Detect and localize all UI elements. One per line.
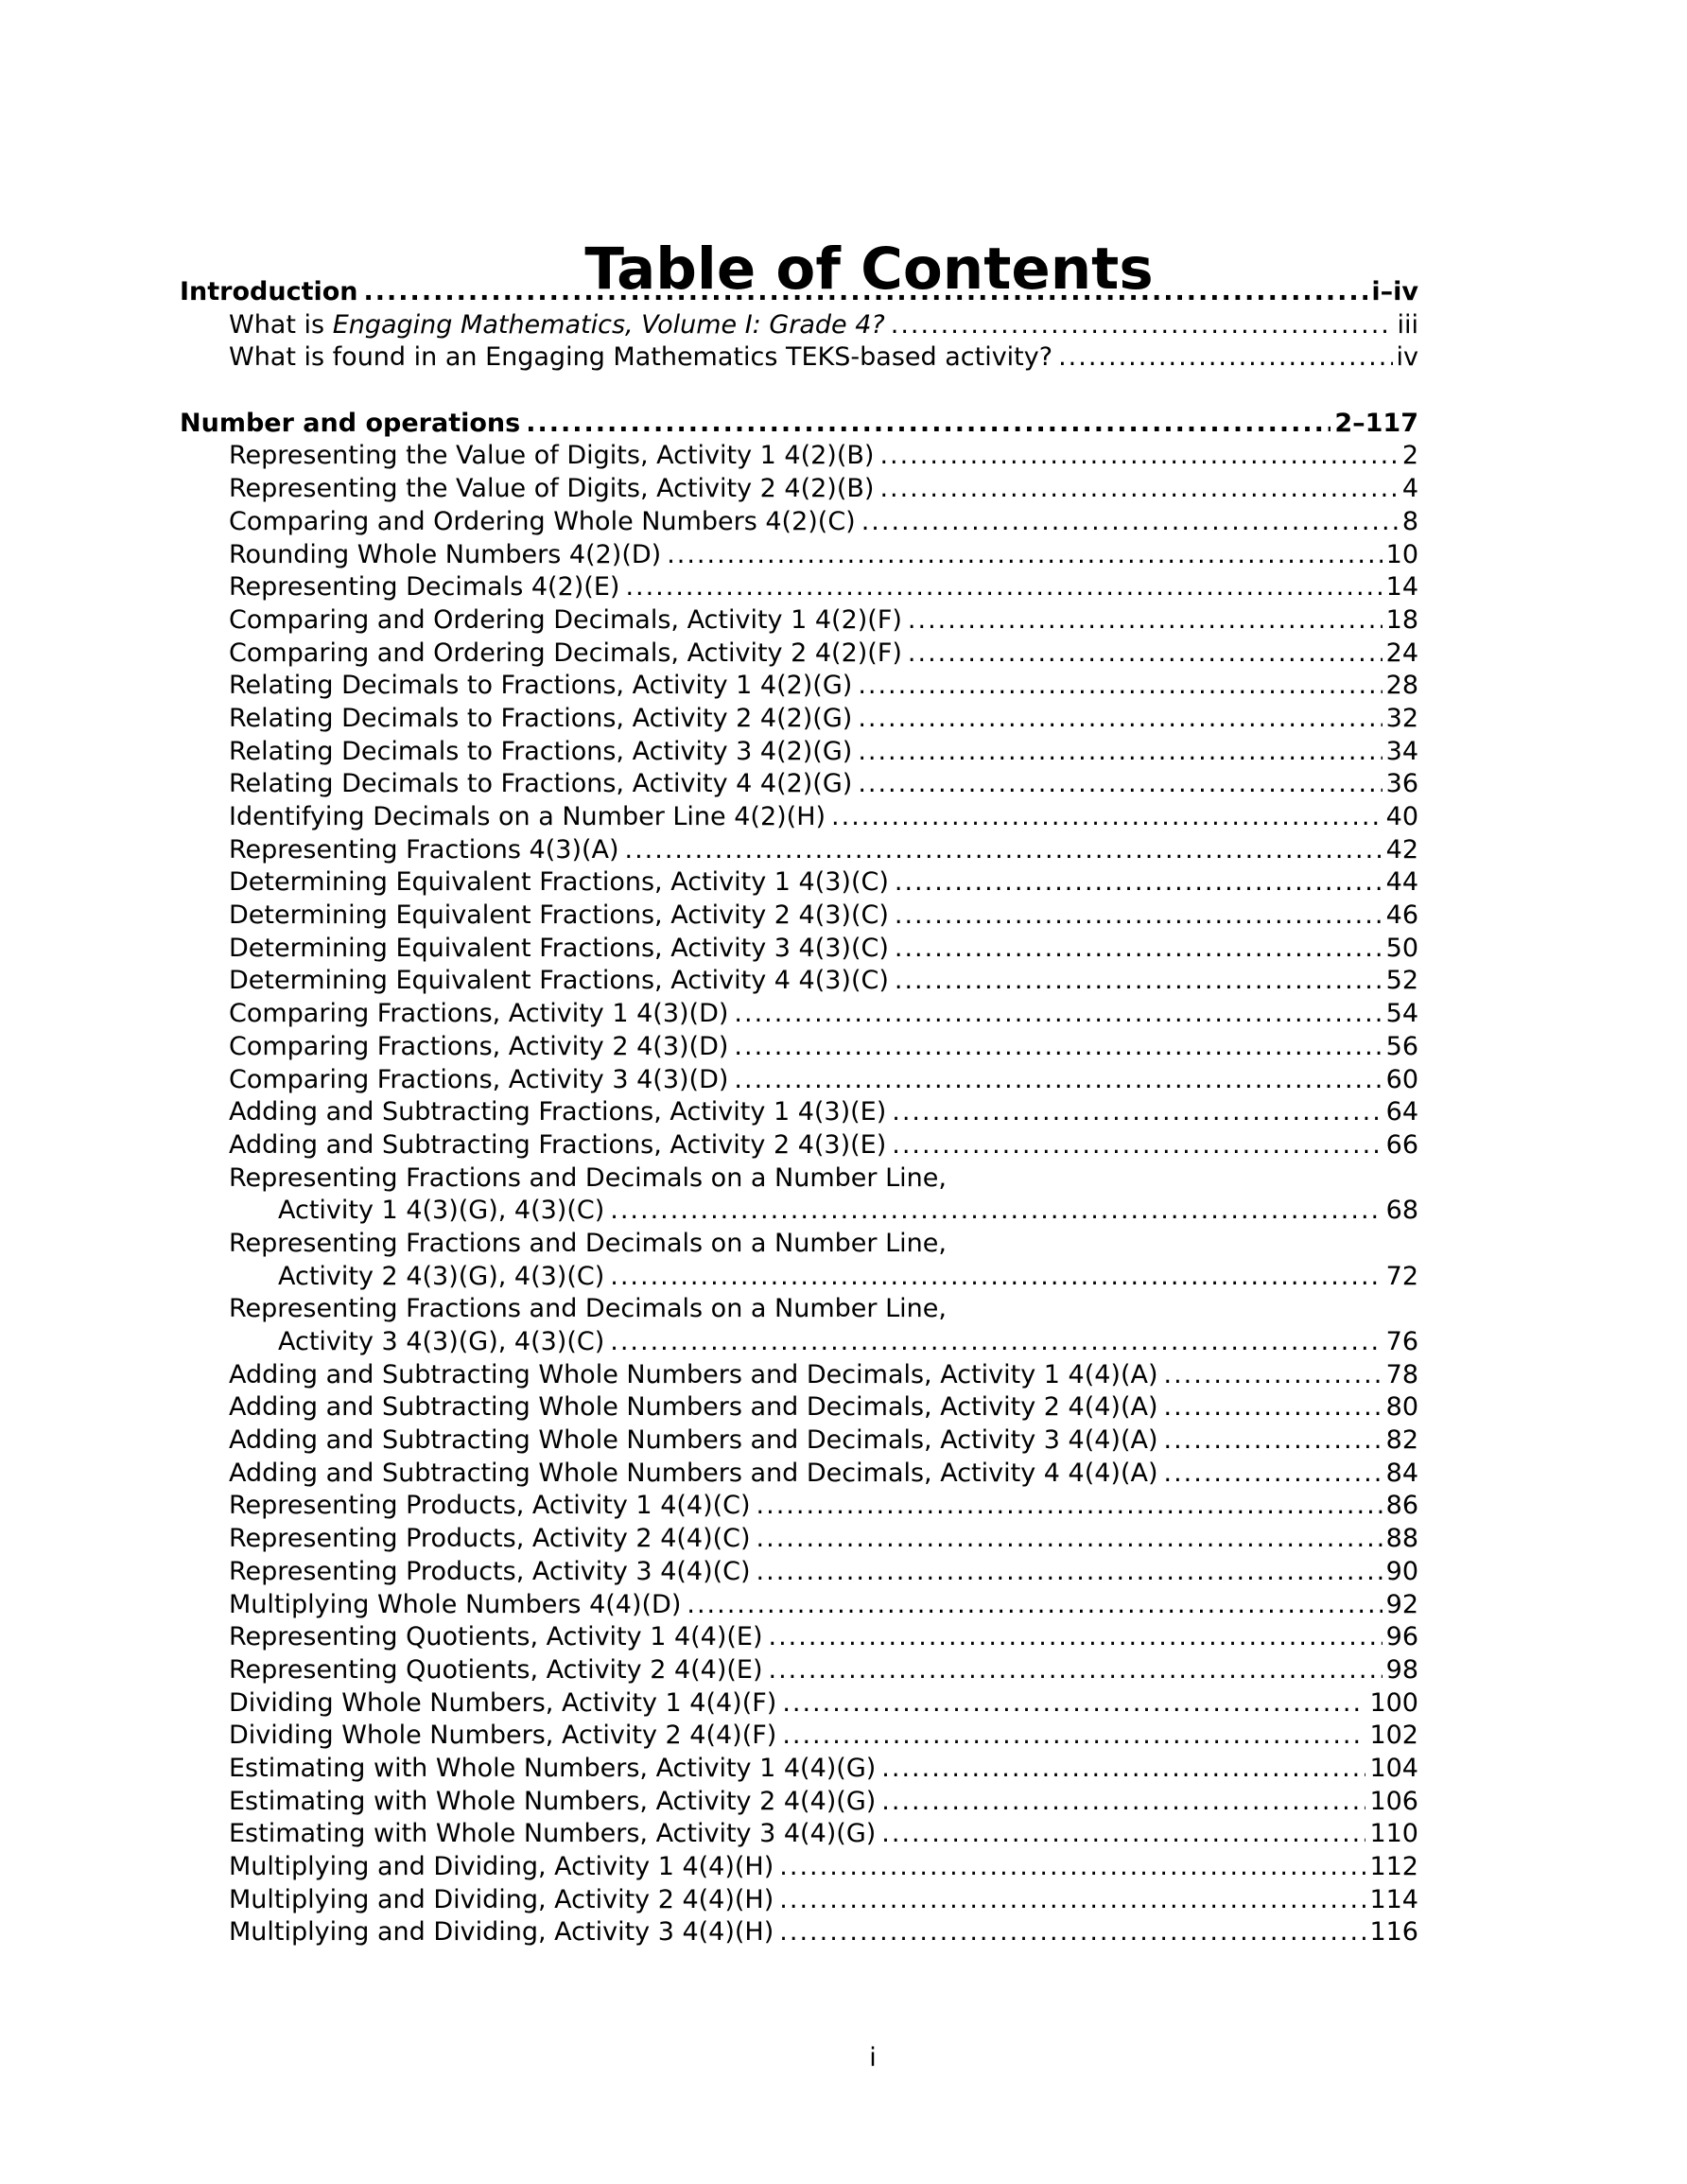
entry-label: Rounding Whole Numbers 4(2)(D) xyxy=(229,539,662,569)
toc-entry[interactable] xyxy=(180,1884,1418,1917)
entry-label-italic: Engaging Mathematics, Volume I: Grade 4? xyxy=(332,309,885,340)
toc-entry[interactable] xyxy=(180,1523,1418,1556)
dot-leader xyxy=(769,1654,1383,1687)
entry-label: Representing Quotients, Activity 1 4(4)(E) xyxy=(229,1622,763,1652)
dot-leader xyxy=(364,276,1368,309)
toc-entry[interactable] xyxy=(180,1786,1418,1819)
entry-page: 32 xyxy=(1385,703,1418,733)
dot-leader xyxy=(734,998,1382,1031)
entry-label: Representing the Value of Digits, Activity 2 4(2)(B) xyxy=(229,474,875,504)
dot-leader xyxy=(895,965,1383,998)
entry-label: Multiplying and Dividing, Activity 2 4(4)(H) xyxy=(229,1884,774,1914)
entry-label: Dividing Whole Numbers, Activity 1 4(4)(F) xyxy=(229,1687,777,1718)
entry-page: 34 xyxy=(1385,736,1418,766)
entry-label: Representing Fractions and Decimals on a Number Line, xyxy=(229,1294,947,1324)
entry-page: 54 xyxy=(1385,999,1418,1029)
dot-leader xyxy=(881,1818,1365,1851)
dot-leader xyxy=(879,440,1398,473)
toc-entry[interactable] xyxy=(180,571,1418,604)
toc-entry-continuation[interactable] xyxy=(180,1261,1418,1294)
toc-entry[interactable] xyxy=(180,1359,1418,1392)
entry-page: 88 xyxy=(1385,1524,1418,1554)
toc-entry[interactable] xyxy=(180,670,1418,703)
entry-page: 36 xyxy=(1385,769,1418,799)
entry-label: What is found in an Engaging Mathematics TEKS-based activity? xyxy=(229,342,1053,373)
toc-entry[interactable] xyxy=(180,1851,1418,1884)
dot-leader xyxy=(757,1556,1383,1589)
entry-page: 116 xyxy=(1369,1917,1418,1948)
entry-label: Comparing Fractions, Activity 1 4(3)(D) xyxy=(229,999,729,1029)
entry-label: Adding and Subtracting Whole Numbers and Decimals, Activity 1 4(4)(A) xyxy=(229,1359,1158,1389)
entry-page: 14 xyxy=(1385,572,1418,603)
entry-label: Relating Decimals to Fractions, Activity 4 4(2)(G) xyxy=(229,769,853,799)
dot-leader xyxy=(895,933,1383,966)
section-page-range: 2–117 xyxy=(1334,408,1418,438)
toc-entry[interactable] xyxy=(180,866,1418,900)
entry-page: 114 xyxy=(1369,1884,1418,1914)
entry-page: iv xyxy=(1396,342,1418,373)
dot-leader xyxy=(779,1884,1365,1917)
entry-page: 68 xyxy=(1385,1196,1418,1226)
entry-label: Representing Products, Activity 2 4(4)(C) xyxy=(229,1524,751,1554)
entry-page: 96 xyxy=(1385,1622,1418,1652)
toc-entry[interactable] xyxy=(180,638,1418,671)
toc-entry[interactable] xyxy=(180,1391,1418,1424)
entry-label-prefix: What is xyxy=(229,309,333,340)
dot-leader xyxy=(1164,1424,1383,1458)
dot-leader xyxy=(1164,1391,1383,1424)
entry-page: 102 xyxy=(1369,1721,1418,1751)
dot-leader xyxy=(526,408,1330,441)
entry-label: Determining Equivalent Fractions, Activity 1 4(3)(C) xyxy=(229,867,889,898)
dot-leader xyxy=(757,1523,1383,1556)
toc-entry[interactable] xyxy=(180,703,1418,736)
toc-entry[interactable] xyxy=(180,1720,1418,1753)
entry-page: 98 xyxy=(1385,1654,1418,1685)
entry-label: Estimating with Whole Numbers, Activity 2 4(4)(G) xyxy=(229,1786,877,1816)
entry-label: Adding and Subtracting Whole Numbers and Decimals, Activity 2 4(4)(A) xyxy=(229,1392,1158,1423)
toc-entry[interactable] xyxy=(180,1424,1418,1458)
entry-label-continuation: Activity 2 4(3)(G), 4(3)(C) xyxy=(278,1261,605,1291)
dot-leader xyxy=(625,834,1383,867)
dot-leader xyxy=(908,604,1383,638)
dot-leader xyxy=(625,571,1382,604)
entry-page: 46 xyxy=(1385,900,1418,931)
dot-leader xyxy=(769,1621,1383,1654)
toc-entry[interactable] xyxy=(180,506,1418,539)
toc-entry[interactable] xyxy=(180,965,1418,998)
entry-page: 76 xyxy=(1385,1327,1418,1356)
entry-label-continuation: Activity 1 4(3)(G), 4(3)(C) xyxy=(278,1196,605,1226)
toc-entry[interactable] xyxy=(180,1293,1418,1326)
entry-page: 100 xyxy=(1369,1687,1418,1718)
toc-entry[interactable] xyxy=(180,1753,1418,1786)
toc-entry[interactable] xyxy=(180,1916,1418,1949)
dot-leader xyxy=(782,1720,1365,1753)
toc-entry[interactable] xyxy=(180,309,1418,342)
entry-label: Comparing and Ordering Whole Numbers 4(2)(C) xyxy=(229,506,856,536)
entry-page: 72 xyxy=(1385,1261,1418,1291)
toc-entry[interactable] xyxy=(180,1490,1418,1523)
entry-label: Relating Decimals to Fractions, Activity 1 4(2)(G) xyxy=(229,671,853,701)
entry-label: Representing the Value of Digits, Activity 1 4(2)(B) xyxy=(229,441,875,471)
toc-entry[interactable] xyxy=(180,539,1418,572)
dot-leader xyxy=(687,1589,1382,1622)
toc-entry[interactable] xyxy=(180,1129,1418,1162)
entry-label: Representing Fractions and Decimals on a Number Line, xyxy=(229,1162,947,1193)
entry-page: 112 xyxy=(1369,1852,1418,1881)
entry-page: 28 xyxy=(1385,671,1418,701)
toc-entry[interactable] xyxy=(180,604,1418,638)
dot-leader xyxy=(891,309,1394,342)
entry-page: 104 xyxy=(1369,1753,1418,1783)
dot-leader xyxy=(779,1916,1365,1949)
entry-page: 110 xyxy=(1369,1819,1418,1849)
toc-entry-continuation[interactable] xyxy=(180,1326,1418,1359)
entry-label: Relating Decimals to Fractions, Activity 2 4(2)(G) xyxy=(229,703,853,733)
entry-label: Determining Equivalent Fractions, Activity 3 4(3)(C) xyxy=(229,933,889,963)
entry-label: Relating Decimals to Fractions, Activity 3 4(2)(G) xyxy=(229,736,853,766)
toc-entry[interactable] xyxy=(180,1228,1418,1261)
entry-label: Determining Equivalent Fractions, Activity 2 4(3)(C) xyxy=(229,900,889,931)
entry-page: 2 xyxy=(1401,441,1418,471)
toc-entry[interactable] xyxy=(180,801,1418,834)
entry-label: Multiplying and Dividing, Activity 1 4(4)(H) xyxy=(229,1852,774,1881)
toc-entry[interactable] xyxy=(180,1162,1418,1196)
entry-label: Estimating with Whole Numbers, Activity 3 4(4)(G) xyxy=(229,1819,877,1849)
dot-leader xyxy=(908,638,1383,671)
entry-label: Adding and Subtracting Fractions, Activity 2 4(3)(E) xyxy=(229,1129,887,1160)
dot-leader xyxy=(610,1326,1382,1359)
entry-page: iii xyxy=(1397,309,1418,340)
toc-entry[interactable] xyxy=(180,933,1418,966)
entry-label: Multiplying Whole Numbers 4(4)(D) xyxy=(229,1589,682,1619)
toc-section-heading[interactable] xyxy=(180,408,1418,441)
entry-label: Adding and Subtracting Fractions, Activity 1 4(3)(E) xyxy=(229,1097,887,1127)
section-page-range: i–iv xyxy=(1371,277,1418,306)
dot-leader xyxy=(734,1031,1382,1064)
entry-page: 86 xyxy=(1385,1491,1418,1521)
toc-entry[interactable] xyxy=(180,473,1418,506)
dot-leader xyxy=(892,1096,1382,1129)
section-label: Introduction xyxy=(180,277,358,306)
entry-page: 84 xyxy=(1385,1458,1418,1488)
entry-page: 50 xyxy=(1385,933,1418,963)
entry-page: 10 xyxy=(1385,539,1418,569)
entry-page: 64 xyxy=(1385,1097,1418,1127)
dot-leader xyxy=(1164,1458,1383,1491)
entry-page: 78 xyxy=(1385,1359,1418,1389)
entry-label: Comparing and Ordering Decimals, Activity 2 4(2)(F) xyxy=(229,638,902,668)
dot-leader xyxy=(858,768,1382,801)
dot-leader xyxy=(895,866,1383,900)
entry-page: 40 xyxy=(1385,802,1418,831)
toc-entry[interactable] xyxy=(180,440,1418,473)
toc-entry[interactable] xyxy=(180,1031,1418,1064)
entry-label: Adding and Subtracting Whole Numbers and Decimals, Activity 3 4(4)(A) xyxy=(229,1425,1158,1456)
toc-section-heading[interactable] xyxy=(180,276,1418,309)
dot-leader xyxy=(879,473,1398,506)
dot-leader xyxy=(892,1129,1382,1162)
dot-leader xyxy=(610,1195,1382,1228)
toc-entry[interactable] xyxy=(180,736,1418,769)
dot-leader xyxy=(831,801,1383,834)
entry-label-continuation: Activity 3 4(3)(G), 4(3)(C) xyxy=(278,1327,605,1356)
entry-label: Comparing and Ordering Decimals, Activity 1 4(2)(F) xyxy=(229,604,902,635)
toc-entry[interactable] xyxy=(180,1654,1418,1687)
entry-page: 24 xyxy=(1385,638,1418,668)
entry-label: Representing Quotients, Activity 2 4(4)(E) xyxy=(229,1654,763,1685)
page-title: Table of Contents xyxy=(584,235,1154,303)
dot-leader xyxy=(881,1753,1365,1786)
entry-page: 82 xyxy=(1385,1425,1418,1456)
toc-entry[interactable] xyxy=(180,1687,1418,1721)
entry-page: 106 xyxy=(1369,1786,1418,1816)
entry-page: 52 xyxy=(1385,966,1418,996)
entry-page: 80 xyxy=(1385,1392,1418,1423)
toc-entry[interactable] xyxy=(180,768,1418,801)
entry-page: 18 xyxy=(1385,604,1418,635)
entry-label: Estimating with Whole Numbers, Activity 1 4(4)(G) xyxy=(229,1753,877,1783)
entry-label: Comparing Fractions, Activity 3 4(3)(D) xyxy=(229,1064,729,1094)
table-of-contents xyxy=(180,276,1418,1949)
section-label: Number and operations xyxy=(180,408,521,438)
toc-entry[interactable] xyxy=(180,998,1418,1031)
entry-page: 56 xyxy=(1385,1031,1418,1061)
entry-page: 42 xyxy=(1385,834,1418,865)
entry-label: Representing Products, Activity 1 4(4)(C) xyxy=(229,1491,751,1521)
entry-label: Multiplying and Dividing, Activity 3 4(4)(H) xyxy=(229,1917,774,1948)
dot-leader xyxy=(858,703,1382,736)
entry-label: Adding and Subtracting Whole Numbers and Decimals, Activity 4 4(4)(A) xyxy=(229,1458,1158,1488)
dot-leader xyxy=(734,1064,1382,1097)
entry-page: 44 xyxy=(1385,867,1418,898)
toc-entry[interactable] xyxy=(180,1458,1418,1491)
entry-label: Representing Products, Activity 3 4(4)(C) xyxy=(229,1556,751,1586)
toc-entry[interactable] xyxy=(180,1556,1418,1589)
toc-entry-continuation[interactable] xyxy=(180,1195,1418,1228)
entry-page: 90 xyxy=(1385,1556,1418,1586)
entry-label xyxy=(229,309,885,342)
toc-entry[interactable] xyxy=(180,1096,1418,1129)
section-spacer xyxy=(180,375,1418,408)
dot-leader xyxy=(757,1490,1383,1523)
dot-leader xyxy=(782,1687,1365,1721)
toc-entry[interactable] xyxy=(180,834,1418,867)
dot-leader xyxy=(1058,341,1392,375)
dot-leader xyxy=(667,539,1382,572)
dot-leader xyxy=(1164,1359,1383,1392)
dot-leader xyxy=(858,736,1382,769)
dot-leader xyxy=(858,670,1382,703)
dot-leader xyxy=(895,900,1383,933)
entry-page: 92 xyxy=(1385,1589,1418,1619)
entry-page: 66 xyxy=(1385,1129,1418,1160)
entry-page: 60 xyxy=(1385,1064,1418,1094)
entry-label: Representing Decimals 4(2)(E) xyxy=(229,572,620,603)
entry-label: Representing Fractions and Decimals on a Number Line, xyxy=(229,1228,947,1258)
dot-leader xyxy=(861,506,1399,539)
dot-leader xyxy=(779,1851,1365,1884)
dot-leader xyxy=(881,1786,1365,1819)
toc-entry[interactable] xyxy=(180,900,1418,933)
toc-entry[interactable] xyxy=(180,1621,1418,1654)
entry-label: Representing Fractions 4(3)(A) xyxy=(229,834,619,865)
entry-label: Determining Equivalent Fractions, Activity 4 4(3)(C) xyxy=(229,966,889,996)
entry-label: Identifying Decimals on a Number Line 4(2)(H) xyxy=(229,802,826,831)
toc-entry[interactable] xyxy=(180,1818,1418,1851)
entry-label: Comparing Fractions, Activity 2 4(3)(D) xyxy=(229,1031,729,1061)
entry-label: Dividing Whole Numbers, Activity 2 4(4)(F) xyxy=(229,1721,777,1751)
dot-leader xyxy=(610,1261,1382,1294)
toc-entry[interactable] xyxy=(180,1589,1418,1622)
page-number: i xyxy=(869,2043,877,2072)
toc-entry[interactable] xyxy=(180,341,1418,375)
entry-page: 4 xyxy=(1401,474,1418,504)
toc-entry[interactable] xyxy=(180,1064,1418,1097)
entry-page: 8 xyxy=(1401,506,1418,536)
